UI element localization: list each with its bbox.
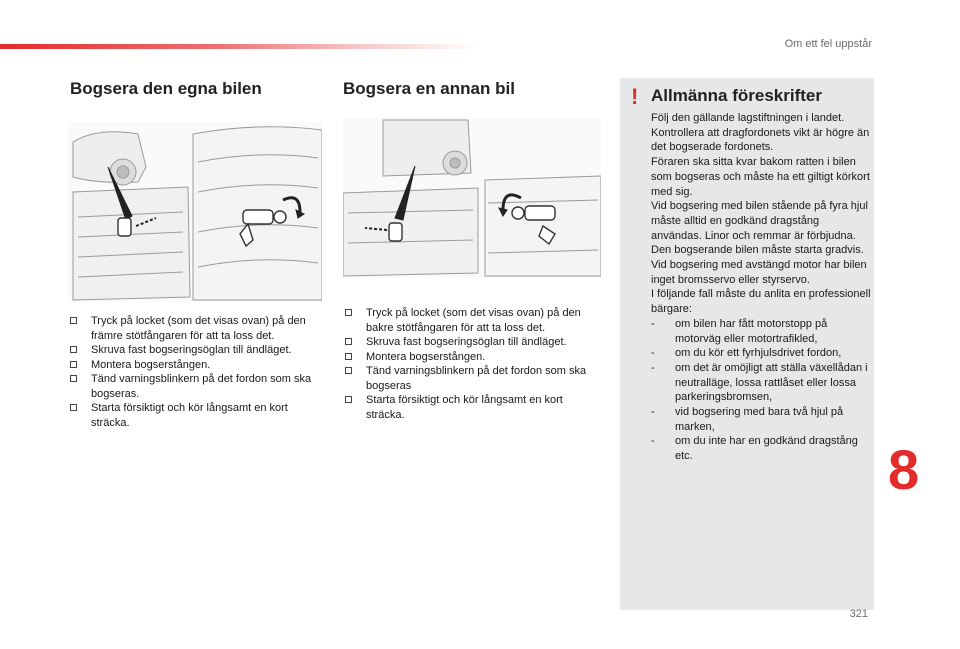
step-item [345,350,595,365]
checkbox-icon [70,404,77,411]
step-text: Montera bogserstången. [366,350,486,363]
checkbox-icon [70,317,77,324]
panel-bullet: - vid bogsering med bara två hjul på marken, [651,406,844,433]
front-bumper-illustration [68,122,322,302]
step-item [70,358,325,373]
step-text: Starta försiktigt och kör långsamt en kort sträcka. [366,394,563,421]
panel-bullet-text: om det är omöjligt att ställa växellådan i neutralläge, lossa rattlåset eller lossa parkeringsbromsen, [675,361,868,404]
panel-paragraph: Följ den gällande lagstiftningen i landet. [651,112,845,124]
checkbox-icon [345,367,352,374]
middle-section-title: Bogsera en annan bil [343,79,515,98]
panel-bullet-list [651,317,871,464]
step-text: Skruva fast bogseringsöglan till ändläget. [366,336,567,348]
step-text: Tänd varningsblinkern på det fordon som ska bogseras. [91,373,312,400]
left-section-title: Bogsera den egna bilen [70,79,262,98]
checkbox-icon [70,361,77,368]
panel-bullet: - om du kör ett fyrhjulsdrivet fordon, [651,347,842,360]
checkbox-icon [345,396,352,403]
page-number: 321 [849,608,868,620]
checkbox-icon [70,346,77,353]
panel-paragraph: Föraren ska sitta kvar bakom ratten i bilen som bogseras och måste ha ett giltigt körkort med sig. [651,156,870,198]
rear-bumper-illustration [343,118,601,278]
header-accent-bar [0,44,480,49]
step-item [345,364,595,393]
left-steps-list [70,314,325,430]
step-text: Tryck på locket (som det visas ovan) på den främre stötfångaren för att ta loss det. [91,315,306,342]
step-item [70,314,325,343]
step-item [345,393,595,422]
step-text: Montera bogserstången. [91,358,211,371]
general-rules-panel [620,78,874,610]
panel-paragraph: Kontrollera att dragfordonets vikt är högre än det bogserade fordonets. [651,126,870,154]
step-item [345,335,595,350]
panel-paragraph: I följande fall måste du anlita en professionell bärgare: [651,288,871,316]
exclamation-icon: ! [631,84,639,109]
step-text: Starta försiktigt och kör långsamt en kort sträcka. [91,402,288,429]
panel-bullet-text: om bilen har fått motorstopp på motorväg eller motortrafikled, [675,317,828,345]
step-text: Tryck på locket (som det visas ovan) på den bakre stötfångaren för att ta loss det. [366,307,581,334]
step-item [345,306,595,335]
checkbox-icon [345,309,352,316]
checkbox-icon [70,375,77,382]
panel-bullet: - om du inte har en godkänd dragstång etc. [651,435,858,463]
step-item [70,343,325,358]
step-item [70,401,325,430]
panel-paragraph: Vid bogsering med avstängd motor har bilen inget bromsservo eller styrservo. [651,259,867,286]
panel-bullet-text: om du inte har en godkänd dragstång etc. [675,435,858,463]
panel-bullet: - om bilen har fått motorstopp på motorväg eller motortrafikled, [651,317,828,345]
checkbox-icon [345,338,352,345]
checkbox-icon [345,353,352,360]
panel-paragraph: Den bogserande bilen måste starta gradvis. [651,244,864,257]
chapter-number: 8 [888,438,920,501]
panel-bullet-text: om du kör ett fyrhjulsdrivet fordon, [675,347,842,360]
middle-steps-list [345,306,595,422]
panel-body [651,111,871,464]
panel-paragraph: Vid bogsering med bilen stående på fyra hjul måste alltid en godkänd dragstång användas. Linor och remmar är förbjudna. [651,200,868,242]
step-text: Tänd varningsblinkern på det fordon som ska bogseras [366,365,587,392]
panel-title: Allmänna föreskrifter [651,86,822,105]
step-item [70,372,325,401]
panel-bullet-text: vid bogsering med bara två hjul på marken, [675,406,844,433]
panel-bullet: - om det är omöjligt att ställa växellådan i neutralläge, lossa rattlåset eller lossa parkeringsbromsen, [651,361,868,404]
section-title: Om ett fel uppstår [784,38,872,50]
step-text: Skruva fast bogseringsöglan till ändläget. [91,344,292,356]
